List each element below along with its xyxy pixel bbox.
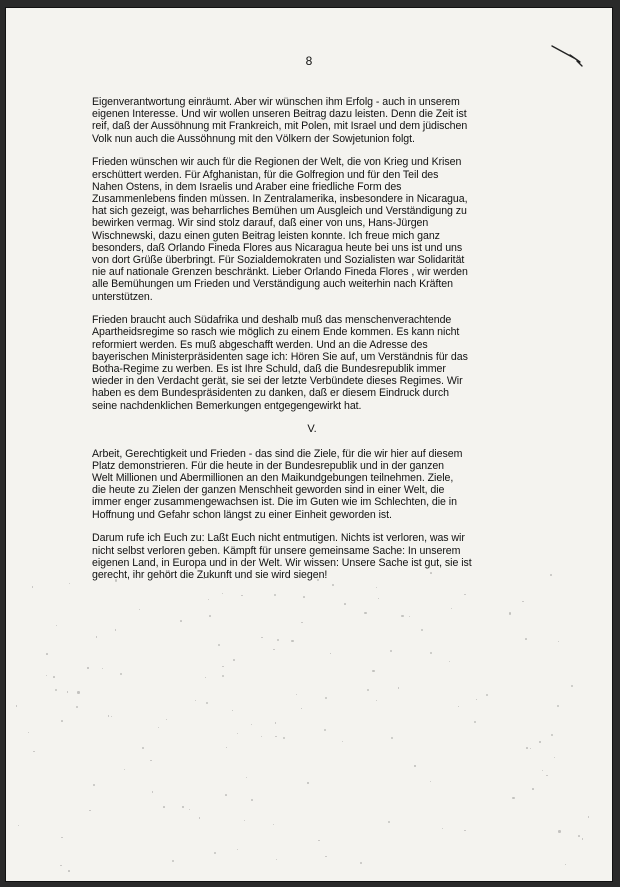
scan-speck <box>464 830 465 831</box>
scan-speck <box>225 794 227 796</box>
page-number: 8 <box>305 54 313 68</box>
scan-speck <box>53 676 55 678</box>
paragraph-2: Frieden wünschen wir auch für die Regionen der Welt, die von Krieg und Krisen erschüttert werden. Für Afghanistan, für die Golfregion und für den Teil des Nahen Ostens, in dem Israelis und Araber eine friedliche Form des Zusammenlebens finden müssen. In Zentralamerika, insbesondere in Nicaragua, hat sich gezeigt, was beharrliches Bemühen um Ausgleich und Verständigung zu bewirken vermag. Wir sind stolz darauf, daß einer von uns, Hans-Jürgen Wischnewski, dazu einen guten Beitrag leisten konnte. Ich freue mich ganz besonders, daß Orlando Fineda Flores aus Nicaragua heute bei uns ist und uns von dort Grüße überbringt. Für Sozialdemokraten und Sozialisten war Solidarität nie auf nationale Grenzen beschränkt. Lieber Orlando Fineda Flores , wir werden alle Bemühungen um Frieden und Verständigung auch weiterhin nach Kräften unterstützen. <box>92 156 468 303</box>
scan-speck <box>554 757 555 758</box>
scan-speck <box>96 636 98 638</box>
scan-speck <box>222 675 224 677</box>
scan-speck <box>364 612 366 614</box>
scan-speck <box>558 830 560 832</box>
scan-speck <box>273 824 275 826</box>
scan-speck <box>551 734 553 736</box>
scan-speck <box>275 736 277 738</box>
scan-speck <box>46 653 48 655</box>
scan-speck <box>464 594 466 596</box>
scan-speck <box>115 579 117 581</box>
scan-speck <box>414 765 415 766</box>
scan-speck <box>68 870 70 872</box>
scan-speck <box>474 721 476 723</box>
scan-speck <box>588 816 589 817</box>
document-page <box>6 8 612 881</box>
scan-speck <box>476 699 477 700</box>
scan-speck <box>232 710 233 711</box>
scan-speck <box>200 575 202 577</box>
scan-speck <box>172 860 174 862</box>
scan-speck <box>108 715 110 717</box>
scan-speck <box>307 782 308 783</box>
scan-speck <box>246 777 247 778</box>
scan-speck <box>451 608 452 609</box>
scan-speck <box>87 667 88 668</box>
scan-speck <box>275 722 276 723</box>
scan-speck <box>195 700 196 701</box>
scan-speck <box>203 577 205 579</box>
scan-speck <box>390 650 392 652</box>
scan-speck <box>208 599 209 600</box>
scan-speck <box>115 629 117 631</box>
scan-speck <box>303 596 305 598</box>
scan-speck <box>209 615 211 617</box>
scan-speck <box>18 825 19 826</box>
scan-speck <box>56 625 57 626</box>
scan-speck <box>152 791 153 792</box>
scan-speck <box>76 706 78 708</box>
scan-speck <box>166 719 167 720</box>
scan-speck <box>251 799 253 801</box>
scan-speck <box>61 720 63 722</box>
scan-speck <box>525 638 527 640</box>
scan-speck <box>171 575 173 577</box>
scan-speck <box>542 770 543 771</box>
scan-speck <box>244 820 245 821</box>
scan-speck <box>442 828 443 829</box>
scan-speck <box>388 821 390 823</box>
paragraph-5: Darum rufe ich Euch zu: Laßt Euch nicht entmutigen. Nichts ist verloren, was wir nicht selbst verloren geben. Kämpft für unsere gemeinsame Sache: In unserem eigenen Land, in Europa und in der Welt. Wir wissen: Unsere Sache ist gut, sie ist gerecht, ihr gehört die Zukunft und sie wird siegen! <box>92 532 472 581</box>
scan-speck <box>32 586 33 587</box>
scan-speck <box>330 653 331 654</box>
scan-speck <box>530 748 531 749</box>
scan-speck <box>430 781 431 782</box>
scan-speck <box>430 572 432 574</box>
scan-speck <box>205 677 206 678</box>
scan-speck <box>550 574 552 576</box>
scan-speck <box>578 835 580 837</box>
scan-speck <box>46 675 47 676</box>
scan-speck <box>226 747 227 748</box>
scan-speck <box>318 840 320 842</box>
scan-speck <box>241 595 243 597</box>
scan-speck <box>251 724 252 725</box>
scan-speck <box>325 697 327 699</box>
scan-speck <box>378 598 379 599</box>
scan-speck <box>120 673 122 675</box>
scan-speck <box>206 702 208 704</box>
scan-speck <box>546 775 548 777</box>
scan-speck <box>360 862 362 864</box>
scan-speck <box>277 639 279 641</box>
scan-speck <box>33 751 34 752</box>
scan-speck <box>421 629 423 631</box>
scan-speck <box>237 849 238 850</box>
scan-speck <box>214 852 216 854</box>
scan-speck <box>301 708 302 709</box>
scan-speck <box>180 620 182 622</box>
scan-speck <box>28 732 29 733</box>
scan-speck <box>486 694 488 696</box>
scan-speck <box>296 694 297 695</box>
scan-speck <box>582 838 584 840</box>
scan-speck <box>324 729 326 731</box>
paragraph-3: Frieden braucht auch Südafrika und deshalb muß das menschenverachtende Apartheidsregime so rasch wie möglich zu einem Ende kommen. Es kann nicht reformiert werden. Es muß abgeschafft werden. Und an die Adresse des bayerischen Ministerpräsidenten sage ich: Hören Sie auf, um Verständnis für das Botha-Regime zu werben. Es ist Ihre Schuld, daß die Bundesrepublik immer wieder in den Verdacht gerät, sie sei der letzte Verbündete dieses Regimes. Wir haben es dem Bundespräsidenten zu danken, daß er diesem Eindruck durch seine nachdenklichen Bemerkungen entgegengewirkt hat. <box>92 314 468 412</box>
scan-speck <box>67 691 69 693</box>
scan-speck <box>233 659 235 661</box>
scan-speck <box>237 733 239 735</box>
scan-speck <box>342 741 343 742</box>
scan-speck <box>565 864 566 865</box>
scan-speck <box>124 769 125 770</box>
scan-speck <box>458 706 459 707</box>
scan-speck <box>139 609 140 610</box>
scan-speck <box>401 615 403 617</box>
scan-speck <box>93 784 95 786</box>
scan-speck <box>189 809 190 810</box>
scan-speck <box>558 641 559 642</box>
scan-speck <box>199 817 200 818</box>
scan-speck <box>344 603 346 605</box>
scan-speck <box>218 644 220 646</box>
scan-speck <box>16 705 17 706</box>
scan-speck <box>163 806 165 808</box>
scan-speck <box>571 685 573 687</box>
scan-speck <box>283 737 285 739</box>
scan-speck <box>61 837 62 838</box>
scan-speck <box>55 689 57 691</box>
paragraph-1: Eigenverantwortung einräumt. Aber wir wünschen ihm Erfolg - auch in unserem eigenen Interesse. Und wir wollen unseren Beitrag dazu leisten. Denn die Zeit ist reif, daß der Aussöhnung mit Frankreich, mit Polen, mit Israel und dem jüdischen Volk nun auch die Aussöhnung mit den Völkern der Sowjetunion folgt. <box>92 96 468 145</box>
section-heading: V. <box>307 423 317 436</box>
scan-speck <box>539 741 540 742</box>
scan-speck <box>69 583 71 585</box>
scan-speck <box>367 689 369 691</box>
scan-speck <box>222 593 223 594</box>
scan-speck <box>274 594 276 596</box>
scan-speck <box>60 865 62 867</box>
scan-speck <box>449 661 450 662</box>
scan-speck <box>261 736 262 737</box>
scan-speck <box>557 705 559 707</box>
scan-speck <box>182 806 183 807</box>
scan-speck <box>150 760 152 762</box>
scan-speck <box>89 810 91 812</box>
scan-speck <box>222 666 223 667</box>
scan-speck <box>398 687 400 689</box>
paragraph-4: Arbeit, Gerechtigkeit und Frieden - das sind die Ziele, für die wir hier auf diesem Platz demonstrieren. Für die heute in der Bundesrepublik und in der ganzen Welt Millionen und Abermillionen an den Maikundgebungen teilnehmen. Ziele, die heute zu Zielen der ganzen Menschheit geworden sind in einer Welt, die immer enger zusammengewachsen ist. Die im Guten wie im Schlechten, die in Hoffnung und Gefahr schon längst zu einer Einheit geworden ist. <box>92 447 463 521</box>
scan-speck <box>325 856 327 858</box>
scan-speck <box>332 584 334 586</box>
document-body <box>92 96 532 593</box>
scan-speck <box>102 668 103 669</box>
scan-speck <box>142 747 144 749</box>
scan-speck <box>376 700 377 701</box>
scan-speck <box>509 612 511 614</box>
scan-speck <box>261 637 263 639</box>
scan-speck <box>512 797 514 799</box>
scan-speck <box>158 727 159 728</box>
scan-speck <box>111 716 112 717</box>
scan-speck <box>276 859 277 860</box>
pen-mark <box>550 42 584 68</box>
scan-speck <box>522 601 524 603</box>
scan-speck <box>430 652 432 654</box>
scan-speck <box>526 747 528 749</box>
scan-speck <box>273 649 275 651</box>
scan-speck <box>409 616 410 617</box>
scan-speck <box>372 670 374 672</box>
scan-speck <box>291 640 293 642</box>
scan-speck <box>391 737 393 739</box>
scan-speck <box>77 691 79 693</box>
scan-speck <box>532 788 534 790</box>
scan-speck <box>301 622 303 624</box>
